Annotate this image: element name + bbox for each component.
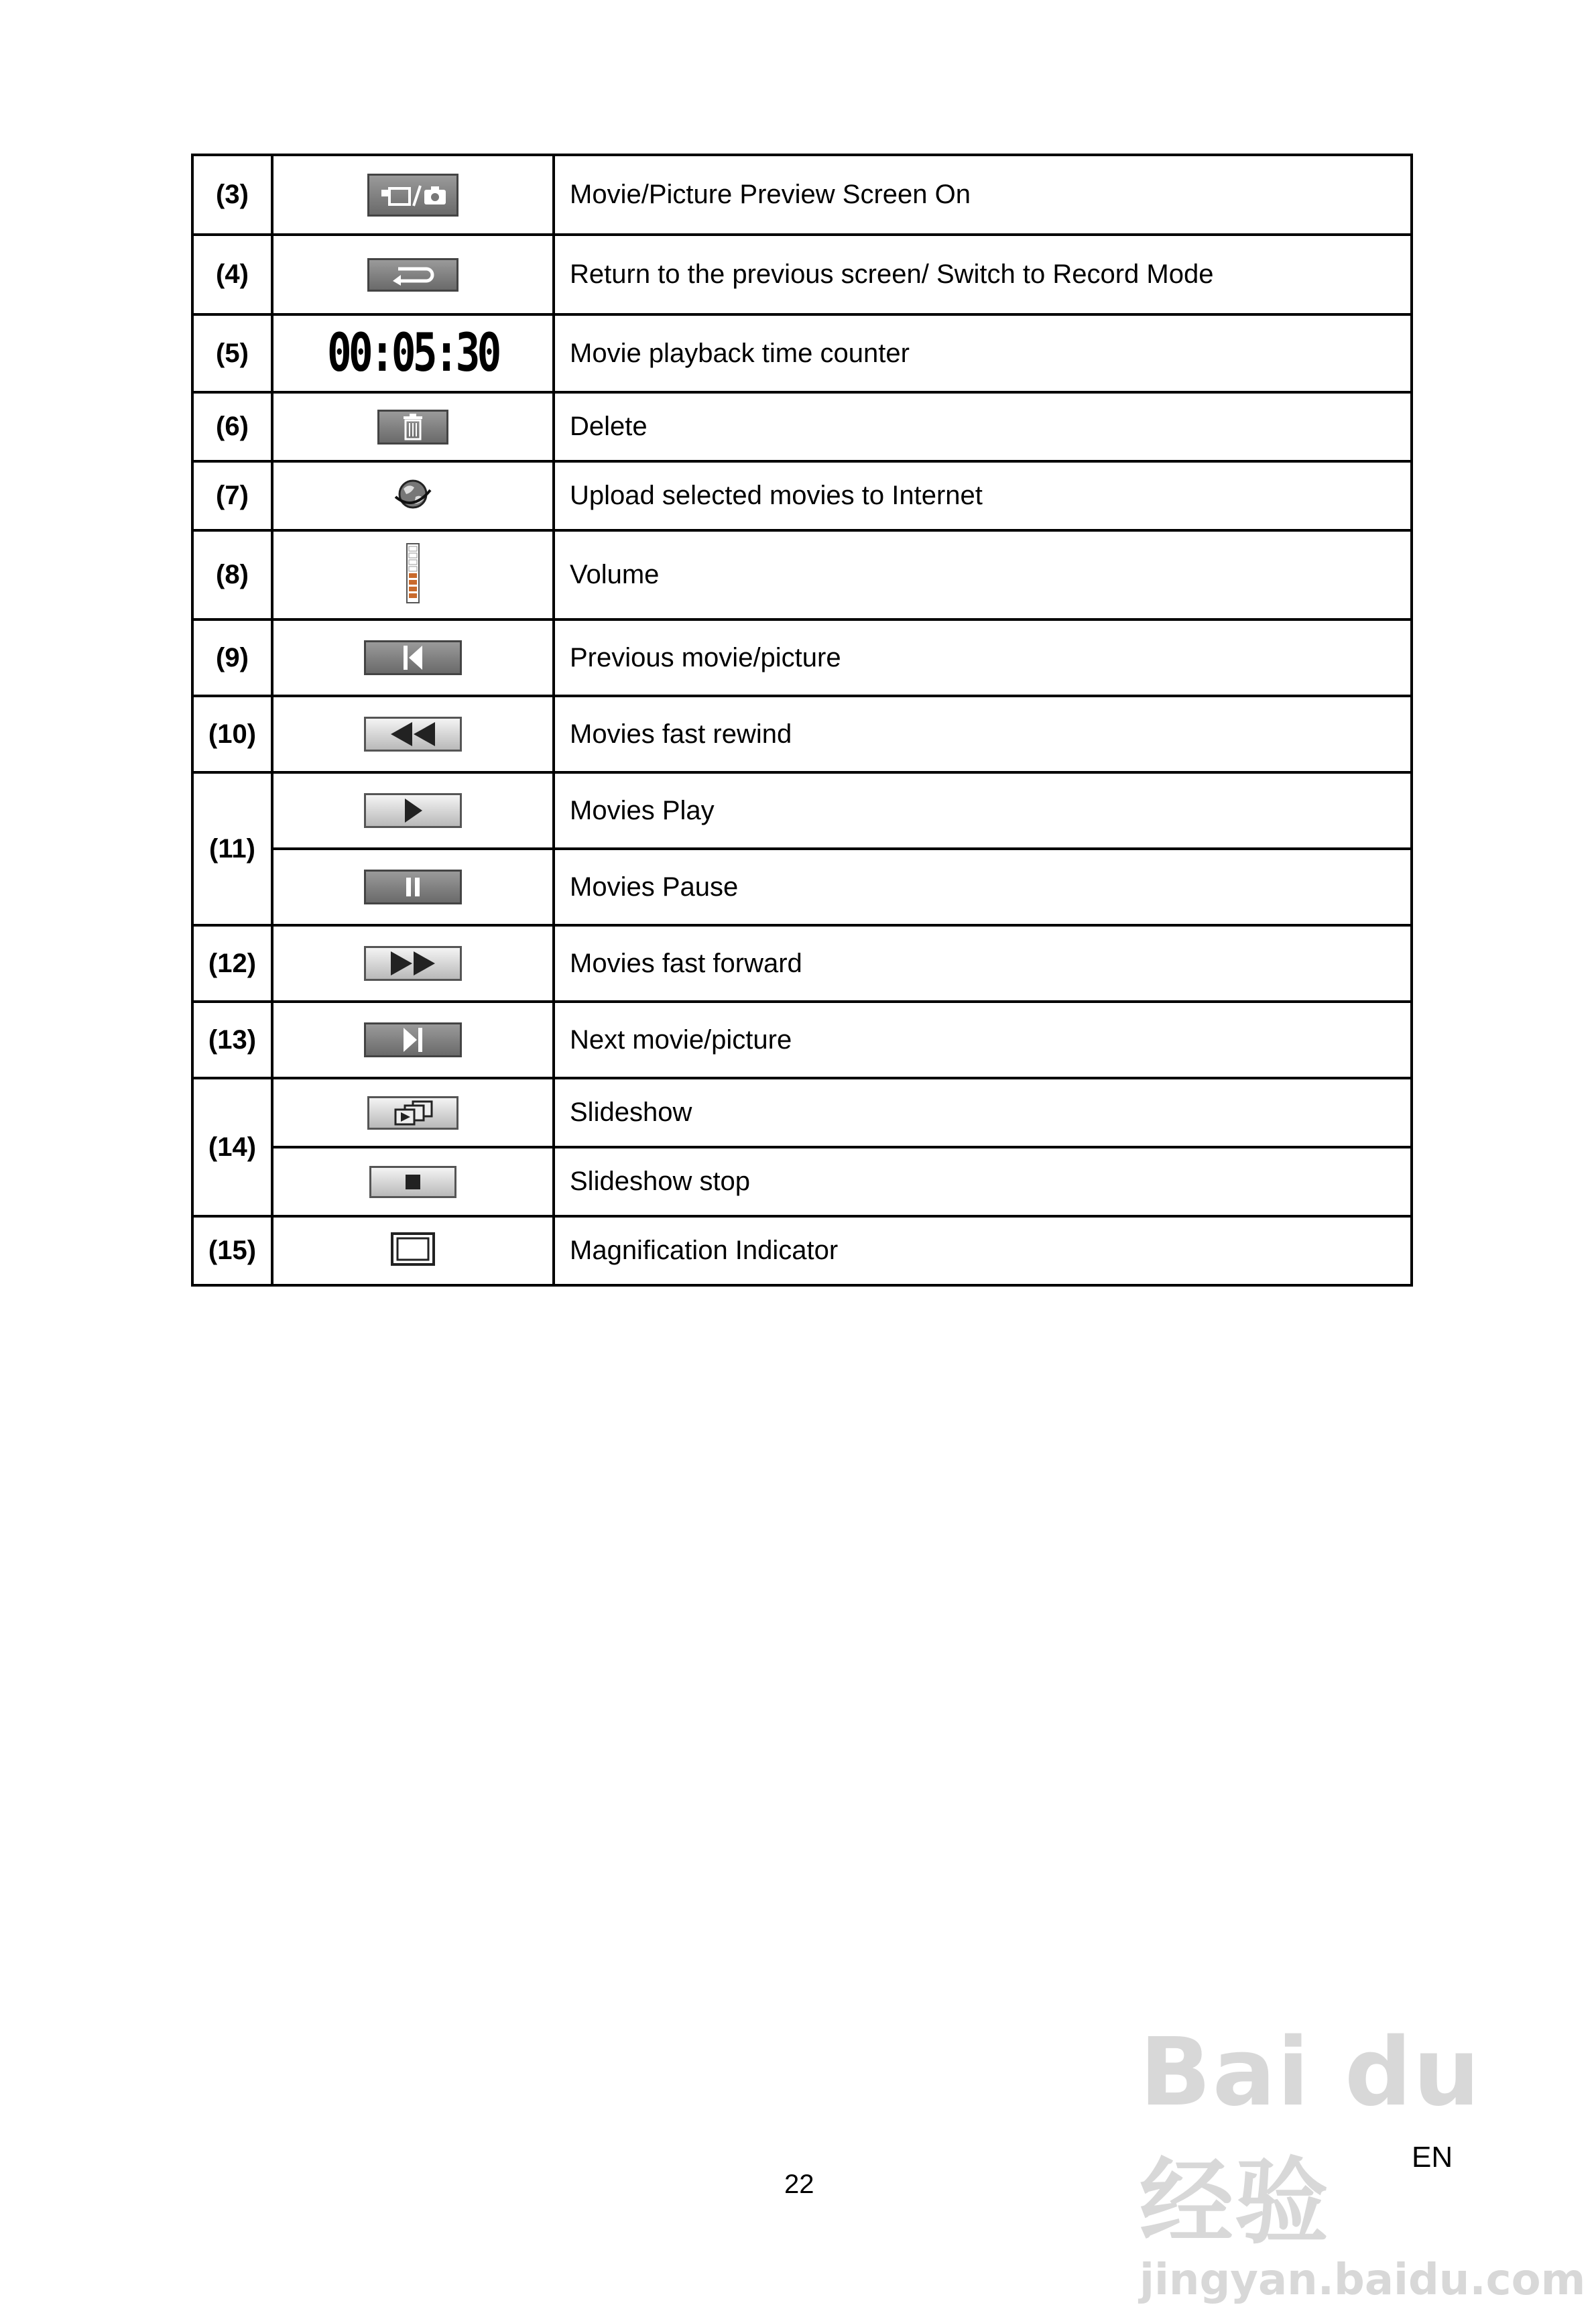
watermark-logo: Bai du 经验 [1140, 2018, 1481, 2257]
row-number: (13) [192, 1002, 272, 1078]
table-row [192, 772, 1412, 849]
page-number: 22 [784, 2170, 814, 2199]
row-description: Movie playback time counter [554, 314, 1412, 392]
previous-icon [364, 640, 462, 675]
table-row [192, 1216, 1412, 1285]
row-number: (10) [192, 696, 272, 772]
row-number: (15) [192, 1216, 272, 1285]
row-number: (8) [192, 530, 272, 619]
icon-legend-table [191, 154, 1413, 1287]
row-number: (6) [192, 392, 272, 461]
row-number: (11) [192, 772, 272, 925]
row-description: Slideshow [554, 1078, 1412, 1147]
next-icon [364, 1022, 462, 1057]
row-number: (7) [192, 461, 272, 530]
table-row [192, 235, 1412, 314]
watermark-url: jingyan.baidu.com [1140, 2255, 1586, 2305]
table-row [192, 849, 1412, 925]
row-description: Movies Pause [554, 849, 1412, 925]
table-row [192, 1078, 1412, 1147]
table-row [192, 155, 1412, 235]
time-counter: 00:05:30 [327, 323, 499, 383]
table-row [192, 696, 1412, 772]
row-description: Next movie/picture [554, 1002, 1412, 1078]
movie-picture-preview-icon [367, 174, 458, 217]
row-number: (9) [192, 619, 272, 696]
row-description: Upload selected movies to Internet [554, 461, 1412, 530]
table-row [192, 619, 1412, 696]
rewind-icon [364, 717, 462, 752]
row-number: (12) [192, 925, 272, 1002]
delete-icon [377, 410, 448, 445]
table-row [192, 925, 1412, 1002]
row-number: (4) [192, 235, 272, 314]
play-icon [364, 793, 462, 828]
row-description: Return to the previous screen/ Switch to Record Mode [554, 235, 1412, 314]
slideshow-stop-icon [369, 1166, 456, 1198]
slideshow-icon [367, 1096, 458, 1130]
volume-icon [406, 543, 420, 607]
row-number: (3) [192, 155, 272, 235]
row-number: (14) [192, 1078, 272, 1216]
table-row [192, 1147, 1412, 1216]
row-description: Previous movie/picture [554, 619, 1412, 696]
table-row [192, 461, 1412, 530]
table-row [192, 314, 1412, 392]
table-row [192, 392, 1412, 461]
row-description: Movies Play [554, 772, 1412, 849]
row-description: Delete [554, 392, 1412, 461]
row-description: Magnification Indicator [554, 1216, 1412, 1285]
fast-forward-icon [364, 946, 462, 981]
pause-icon [364, 870, 462, 904]
row-description: Volume [554, 530, 1412, 619]
row-description: Movies fast rewind [554, 696, 1412, 772]
upload-internet-icon [393, 477, 433, 515]
language-label: EN [1412, 2141, 1453, 2174]
table-row [192, 530, 1412, 619]
row-number: (5) [192, 314, 272, 392]
row-description: Movie/Picture Preview Screen On [554, 155, 1412, 235]
row-description: Movies fast forward [554, 925, 1412, 1002]
row-description: Slideshow stop [554, 1147, 1412, 1216]
return-icon [367, 258, 458, 292]
table-row [192, 1002, 1412, 1078]
watermark [1140, 2018, 1596, 2305]
magnification-icon [391, 1232, 435, 1269]
